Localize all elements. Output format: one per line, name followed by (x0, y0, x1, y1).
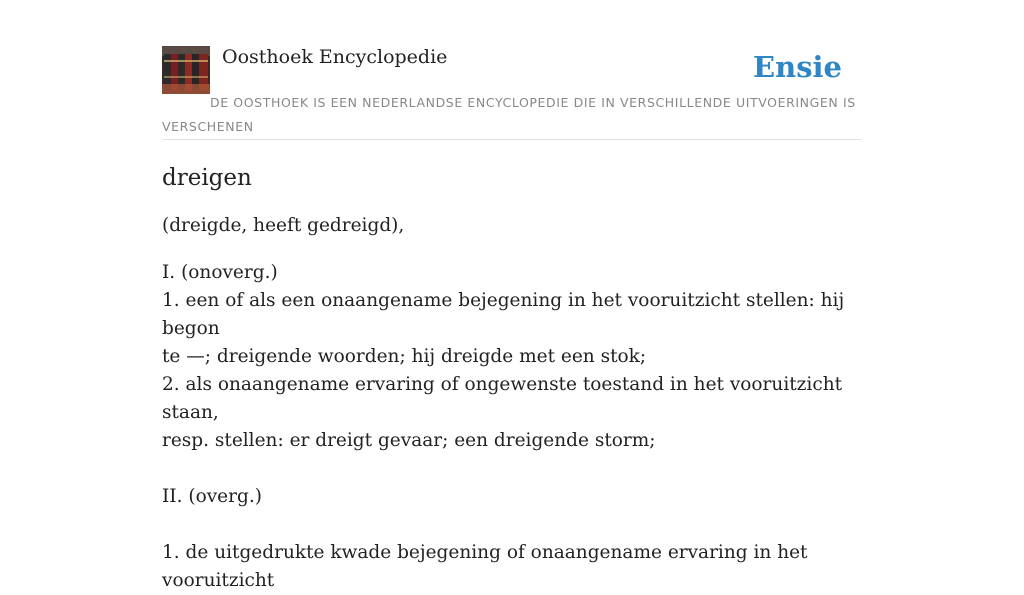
sense-label: II. (overg.) (162, 486, 262, 507)
avatar[interactable] (162, 46, 210, 94)
definition-line: te —; dreigende woorden; hij dreigde met een stok; (162, 346, 647, 367)
entry-definition (162, 259, 862, 595)
brand-logo[interactable]: Ensie (753, 50, 842, 84)
entry-headword: dreigen (162, 165, 252, 191)
line-break (162, 455, 862, 483)
definition-line: resp. stellen: er dreigt gevaar; een dreigende storm; (162, 430, 656, 451)
site-name[interactable]: Oosthoek Encyclopedie (222, 46, 448, 68)
site-tagline: DE OOSTHOEK IS EEN NEDERLANDSE ENCYCLOPEDIE DIE IN VERSCHILLENDE UITVOERINGEN IS VERSCHENEN (162, 95, 856, 134)
encyclopedia-books-icon (162, 46, 210, 94)
line-break (162, 511, 862, 539)
entry-grammar (162, 212, 862, 240)
site-header (162, 46, 862, 140)
definition-line: 1. de uitgedrukte kwade bejegening of onaangename ervaring in het vooruitzicht (162, 542, 808, 591)
sense-label: I. (onoverg.) (162, 262, 278, 283)
definition-line: 1. een of als een onaangename bejegening in het vooruitzicht stellen: hij begon (162, 290, 845, 339)
entry-content (162, 162, 862, 595)
grammar-line: (dreigde, heeft gedreigd), (162, 215, 405, 236)
definition-line: 2. als onaangename ervaring of ongewenste toestand in het vooruitzicht staan, (162, 374, 843, 423)
